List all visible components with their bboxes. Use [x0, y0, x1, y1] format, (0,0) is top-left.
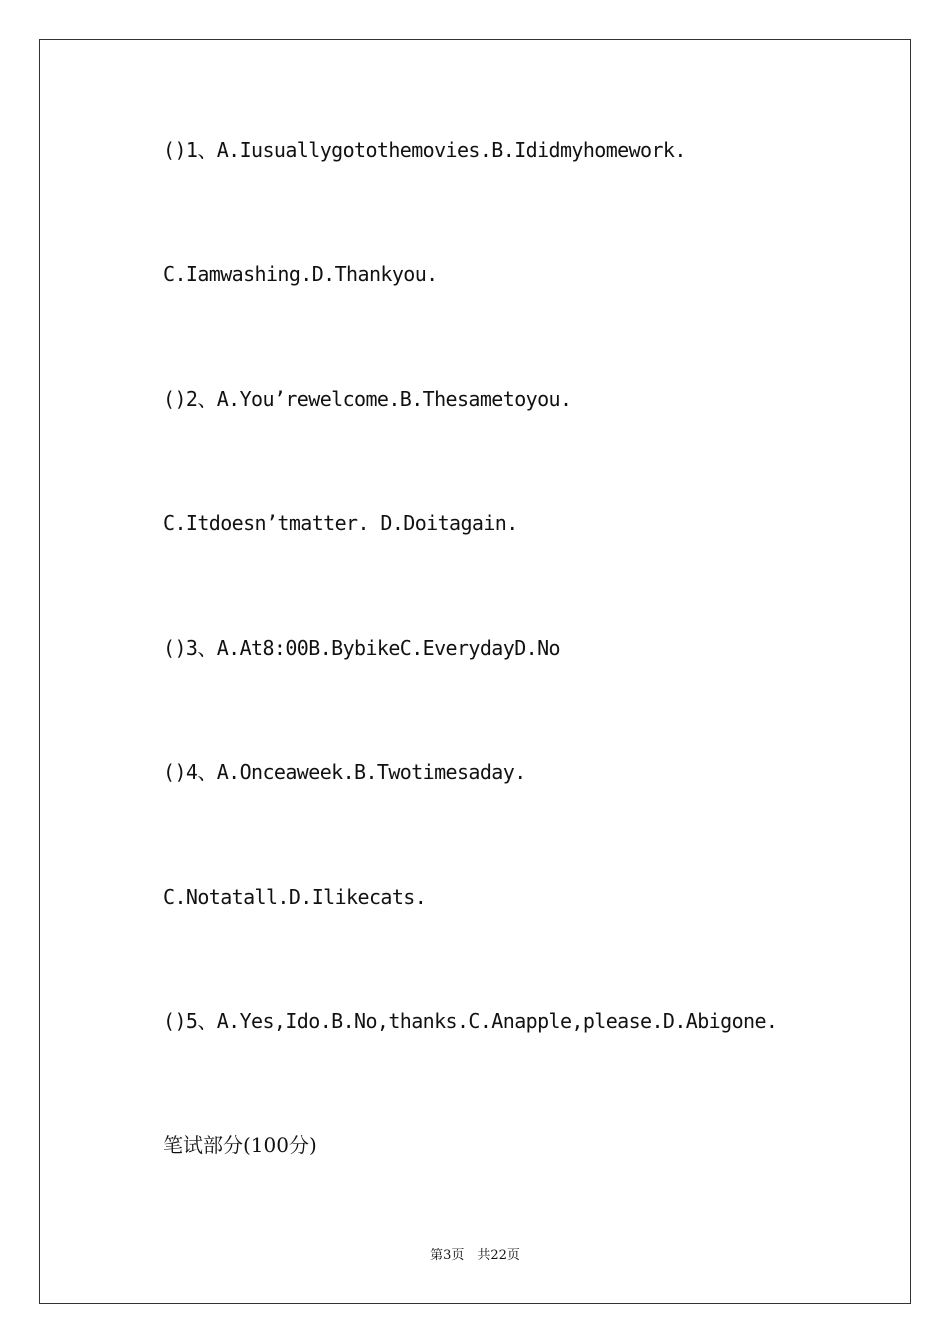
- question-2-options-cd: C.Itdoesn’tmatter. D.Doitagain.: [163, 511, 518, 535]
- question-4-options-ab: ()4、A.Onceaweek.B.Twotimesaday.: [163, 760, 526, 784]
- question-1-options-ab: ()1、A.Iusuallygotothemovies.B.Ididmyhomework.: [163, 138, 686, 162]
- section-heading-written-part: 笔试部分(100分): [163, 1133, 317, 1157]
- question-1-options-cd: C.Iamwashing.D.Thankyou.: [163, 262, 438, 286]
- question-5-options: ()5、A.Yes,Ido.B.No,thanks.C.Anapple,please.D.Abigone.: [163, 1009, 778, 1033]
- question-3-options: ()3、A.At8:00B.BybikeC.EverydayD.No: [163, 636, 560, 660]
- page-border: [39, 39, 911, 1304]
- question-2-options-ab: ()2、A.You’rewelcome.B.Thesametoyou.: [163, 387, 572, 411]
- page-number-footer: 第3页 共22页: [430, 1248, 520, 1263]
- question-4-options-cd: C.Notatall.D.Ilikecats.: [163, 885, 427, 909]
